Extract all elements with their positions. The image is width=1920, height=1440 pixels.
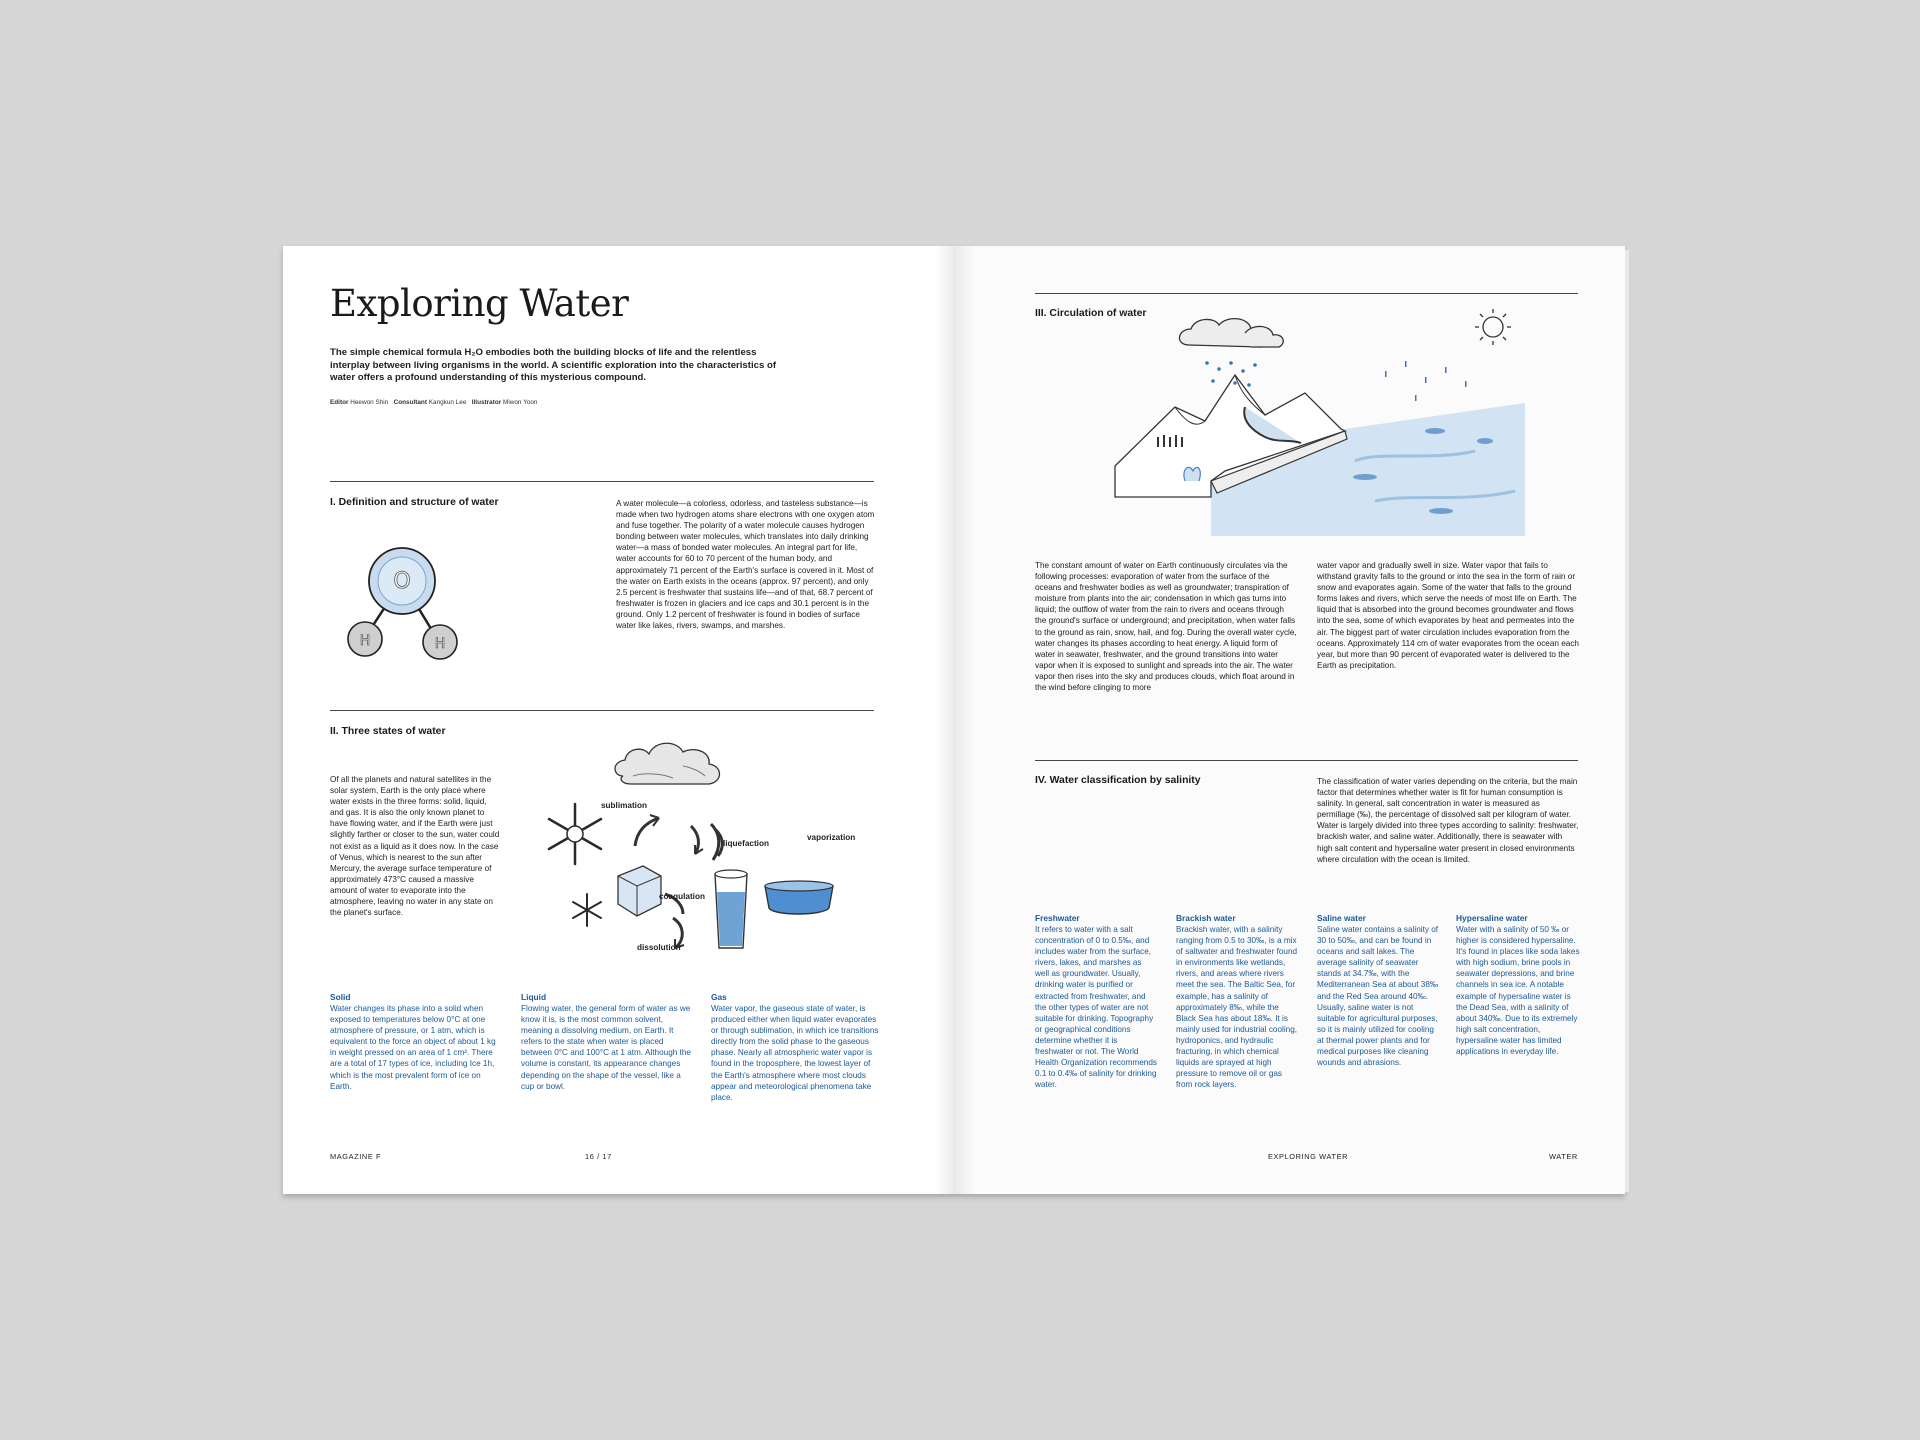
state-gas-heading: Gas [711, 992, 727, 1002]
consultant-name: Kangkun Lee [428, 399, 467, 406]
ice-cube-icon [618, 866, 661, 916]
water-glass-icon [715, 870, 747, 948]
small-snowflake-icon [573, 894, 601, 926]
section2-heading: II. Three states of water [330, 726, 446, 737]
freshwater-body: It refers to water with a salt concentration of 0 to 0.5‰, and includes water from the surface, rivers, lakes, and marshes as well as groundwater. Usually, drinking water is purified or extracted from freshwater, and the other types of water are not suitable for drinking. Topography or geographical conditions determine whether it is freshwater or not. The World Health Organization recommends 0.1 to 0.4‰ of salinity for drinking water. [1035, 925, 1157, 1090]
state-liquid-heading: Liquid [521, 992, 547, 1002]
state-gas-body: Water vapor, the gaseous state of water, is produced either when liquid water evaporates or through sublimation, in which ice transitions directly from the solid phase to the gaseous phase. Nearly all atmospheric water vapor is found in the troposphere, the lowest layer of the Earth's atmosphere where most clouds appear and meteorological phenomena take place. [711, 1004, 879, 1102]
credits [330, 399, 537, 406]
salinity-freshwater [1035, 913, 1157, 1090]
illustrator-label: Illustrator [471, 399, 502, 406]
hydrogen-symbol-left: H [359, 633, 371, 649]
section3-body-col2: water vapor and gradually swell in size. Water vapor that fails to withstand gravity falls to the ground or into the sea in the form of rain or snow and evaporates again. Some of the water that falls to the ground forms lakes and rivers, which serve the needs of most life on Earth. The liquid that is absorbed into the ground becomes groundwater and flows into the sea, some of which evaporates by heat and permeates into the air. The biggest part of water circulation includes evaporation from the oceans. Approximately 114 cm of water evaporates from the ocean each year, but more than 90 percent of evaporated water is delivered to the Earth as precipitation. [1317, 561, 1579, 670]
state-solid-heading: Solid [330, 992, 351, 1002]
saline-heading: Saline water [1317, 913, 1366, 923]
section-divider [330, 481, 874, 482]
section2-body: Of all the planets and natural satellites in the solar system, Earth is the only place where water exists in the three forms: solid, liquid, and gas. It is also the only known planet to have flowing water, and if the Earth were just slightly farther or closer to the sun, water could not exist as a liquid as it does now. In the case of Venus, which is nearest to the sun after Mercury, the average surface temperature of approximately 473°C caused a massive amount of water to evaporate into the atmosphere, leaving no water in any state on the planet's surface. [330, 775, 500, 918]
footer-magazine: MAGAZINE F [330, 1152, 382, 1161]
section-divider [330, 710, 874, 711]
snowflake-icon [549, 804, 601, 864]
freshwater-heading: Freshwater [1035, 913, 1080, 923]
illustrator-name: Miwon Yoon [503, 399, 538, 406]
hypersaline-body: Water with a salinity of 50 ‰ or higher is considered hypersaline. It's found in places like soda lakes with high sodium, brine pools in seawater depressions, and brine channels in sea ice. A notable example of hypersaline water is the Dead Sea, with a salinity of about 340‰. Due to its extremely high salt concentration, hypersaline water has limited applications in everyday life. [1456, 925, 1580, 1057]
section3-heading: III. Circulation of water [1035, 308, 1147, 319]
right-page [953, 246, 1625, 1194]
state-solid [330, 992, 500, 1092]
water-bowl-icon [765, 881, 833, 914]
section1-body: A water molecule—a colorless, odorless, and tasteless substance—is made when two hydrogen atoms share electrons with one oxygen atom and fuse together. The polarity of a water molecule causes hydrogen bonding between water molecules, which translates into daily drinking water—a mass of bonded water molecules. An integral part for life, water accounts for 60 to 70 percent of the human body, and approximately 71 percent of the Earth's surface is covered in it. Most of the water on Earth exists in the oceans (approx. 97 percent), and only 2.5 percent is freshwater that sustains life—and of that, 68.7 percent of freshwater is frozen in glaciers and ice caps and 30.1 percent is in the ground. Only 1.2 percent of freshwater is found in bodies of surface water like lakes, rivers, swamps, and marshes. [616, 499, 875, 631]
consultant-label: Consultant [393, 399, 427, 406]
cloud-icon [615, 743, 720, 784]
label-coagulation: coagulation [659, 892, 705, 901]
page-edge [1625, 250, 1629, 1192]
hypersaline-heading: Hypersaline water [1456, 913, 1528, 923]
section4-heading: IV. Water classification by salinity [1035, 775, 1201, 786]
label-sublimation: sublimation [601, 801, 647, 810]
label-vaporization: vaporization [807, 833, 856, 842]
page-title: Exploring Water [330, 282, 629, 325]
state-liquid [521, 992, 691, 1092]
intro-text: The simple chemical formula H₂O embodies both the building blocks of life and the relentless interplay between living organisms in the world. A scientific exploration into the characteristics of water offers a profound understanding of this mysterious compound. [330, 347, 777, 383]
evaporation-marks [1385, 361, 1467, 401]
state-liquid-body: Flowing water, the general form of water as we know it is, is the most common solvent, meaning a dissolving medium, on Earth. It refers to the state when water is placed between 0°C and 100°C at 1 atm. Although the volume is constant, its appearance changes depending on the shape of the vessel, like a cup or bowl. [521, 1004, 691, 1091]
salinity-brackish [1176, 913, 1300, 1090]
hydrogen-symbol-right: H [434, 636, 446, 652]
section-divider [1035, 293, 1578, 294]
saline-body: Saline water contains a salinity of 30 to 50‰, and can be found in oceans and salt lakes. The average salinity of seawater stands at 34.7‰, with the Mediterranean Sea at about 38‰ and the Red Sea around 40‰. Usually, saline water is not suitable for agricultural purposes, so it is mainly utilized for cooling at thermal power plants and for medical purposes like cleaning wounds and abrasions. [1317, 925, 1439, 1068]
left-page [283, 246, 953, 1194]
state-gas [711, 992, 881, 1103]
section-divider [1035, 760, 1578, 761]
water-molecule-illustration [338, 541, 468, 671]
section1-heading: I. Definition and structure of water [330, 497, 499, 508]
salinity-saline [1317, 913, 1439, 1068]
label-liquefaction: liquefaction [723, 839, 769, 848]
salinity-hypersaline [1456, 913, 1580, 1057]
footer-page-numbers: 16 / 17 [585, 1152, 612, 1161]
section3-body-col1: The constant amount of water on Earth continuously circulates via the following processes: evaporation of water from the surface of the oceans and freshwater bodies as well as groundwater; transpiration of moisture from plants into the air; condensation in which gas turns into liquid; the outflow of water from the rain to rivers and oceans through the ground's surface or underground; and precipitation, when water falls to the ground as rain, snow, hail, and fog. During the overall water cycle, water changes its phases according to heat energy. A liquid form of water in seawater, freshwater, and the ground transitions into water vapor when it is exposed to sunlight and spreads into the air. The water vapor then rises into the sky and produces clouds, which float around in the wind before clinging to more [1035, 561, 1297, 693]
footer-section: EXPLORING WATER [1268, 1152, 1349, 1161]
sun-icon [1475, 309, 1511, 345]
footer-category: WATER [1549, 1152, 1578, 1161]
spring-icon [1184, 467, 1200, 481]
editor-name: Heewon Shin [350, 399, 389, 406]
brackish-body: Brackish water, with a salinity ranging from 0.5 to 30‰, is a mix of saltwater and freshwater found in environments like wetlands, rivers, and areas where rivers meet the sea. The Baltic Sea, for example, has a salinity of approximately 8‰, while the Black Sea has about 18‰. It is mainly used for industrial cooling, hydroponics, and hydraulic fracturing, in which chemical liquids are sprayed at high pressure to remove oil or gas from rock layers. [1176, 925, 1298, 1090]
magazine-spread [283, 246, 1625, 1194]
editor-label: Editor [330, 399, 349, 406]
brackish-heading: Brackish water [1176, 913, 1236, 923]
state-solid-body: Water changes its phase into a solid when exposed to temperatures below 0°C at one atmosphere of pressure, or 1 atm, which is equivalent to the force an object of about 1 kg in weight pressed on an area of 1 cm². There are a total of 17 types of ice, including Ice 1h, which is the most prevalent form of ice on Earth. [330, 1004, 496, 1091]
water-cycle-illustration [1115, 311, 1525, 536]
section4-body: The classification of water varies depending on the criteria, but the main factor that determines whether water is fit for human consumption is salinity. In general, salt concentration in water is measured as permillage (‰), the percentage of dissolved salt per kilogram of water. Water is largely divided into three types according to salinity: freshwater, brackish water, and saline water. Additionally, there is seawater with high salt content and hypersaline water present in closed environments where circulation with the ocean is limited. [1317, 777, 1579, 864]
label-dissolution: dissolution [637, 943, 681, 952]
oxygen-symbol: O [393, 569, 411, 594]
